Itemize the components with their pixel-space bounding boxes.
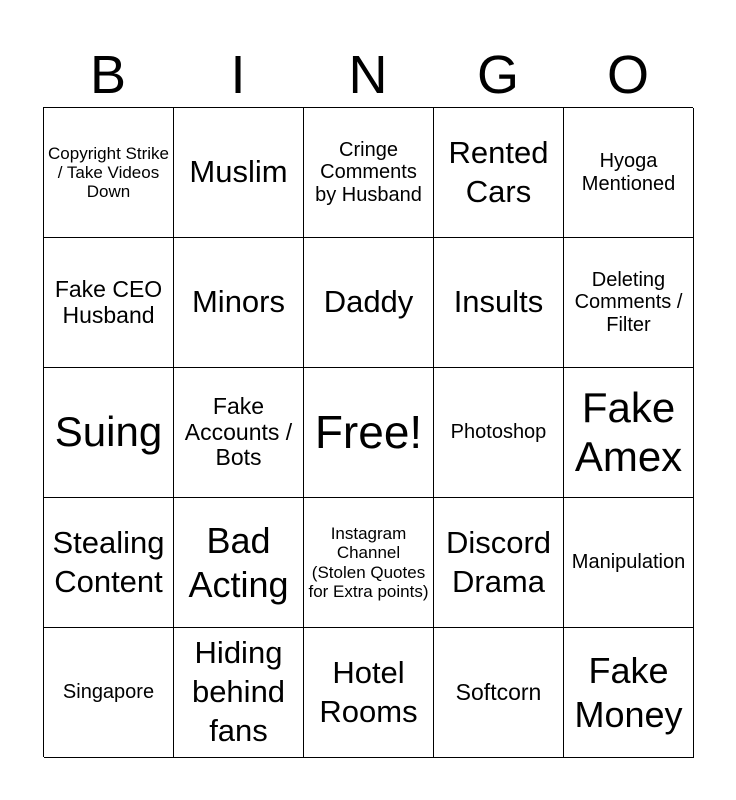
bingo-cell[interactable]: Fake CEO Husband xyxy=(44,238,174,368)
bingo-cell[interactable]: Cringe Comments by Husband xyxy=(304,108,434,238)
bingo-cell[interactable]: Softcorn xyxy=(434,628,564,758)
bingo-cell[interactable]: Muslim xyxy=(174,108,304,238)
bingo-cell[interactable]: Stealing Content xyxy=(44,498,174,628)
bingo-cell[interactable]: Fake Accounts / Bots xyxy=(174,368,304,498)
bingo-card xyxy=(43,107,693,757)
bingo-cell[interactable]: Fake Money xyxy=(564,628,694,758)
bingo-cell-free[interactable]: Free! xyxy=(304,368,434,498)
bingo-cell[interactable]: Daddy xyxy=(304,238,434,368)
header-letter-o: O xyxy=(606,45,649,105)
bingo-cell[interactable]: Deleting Comments / Filter xyxy=(564,238,694,368)
bingo-cell[interactable]: Hiding behind fans xyxy=(174,628,304,758)
header-letter-i: I xyxy=(230,45,246,105)
bingo-cell[interactable]: Photoshop xyxy=(434,368,564,498)
bingo-cell[interactable]: Hotel Rooms xyxy=(304,628,434,758)
bingo-cell[interactable]: Hyoga Mentioned xyxy=(564,108,694,238)
bingo-cell[interactable]: Discord Drama xyxy=(434,498,564,628)
bingo-cell[interactable]: Manipulation xyxy=(564,498,694,628)
header-letter-n: N xyxy=(348,45,388,105)
header-letter-g: G xyxy=(476,45,519,105)
bingo-header xyxy=(43,44,693,106)
bingo-cell[interactable]: Suing xyxy=(44,368,174,498)
bingo-cell[interactable]: Instagram Channel (Stolen Quotes for Extra points) xyxy=(304,498,434,628)
bingo-cell[interactable]: Insults xyxy=(434,238,564,368)
bingo-cell[interactable]: Bad Acting xyxy=(174,498,304,628)
bingo-cell[interactable]: Fake Amex xyxy=(564,368,694,498)
bingo-cell[interactable]: Singapore xyxy=(44,628,174,758)
bingo-cell[interactable]: Minors xyxy=(174,238,304,368)
bingo-cell[interactable]: Copyright Strike / Take Videos Down xyxy=(44,108,174,238)
bingo-cell[interactable]: Rented Cars xyxy=(434,108,564,238)
header-letter-b: B xyxy=(89,45,127,105)
